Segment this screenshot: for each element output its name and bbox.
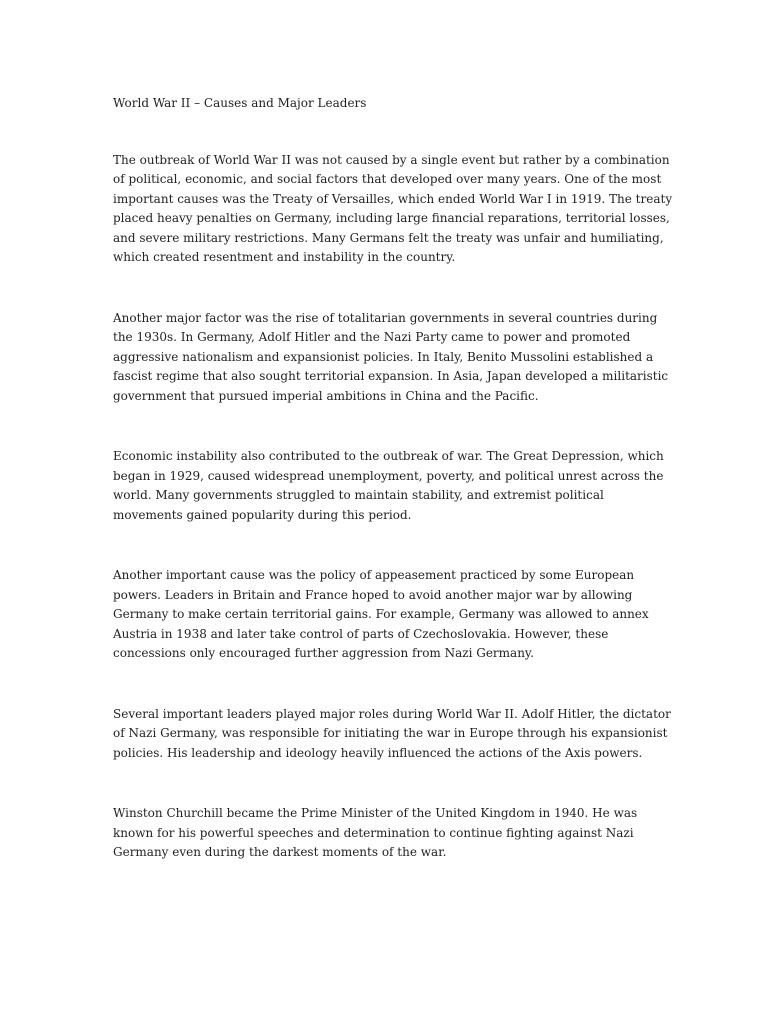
paragraph-line: concessions only encouraged further aggression from Nazi Germany. bbox=[113, 646, 534, 660]
paragraph-line: powers. Leaders in Britain and France hoped to avoid another major war by allowing bbox=[113, 587, 633, 602]
paragraph-line: of Nazi Germany, was responsible for initiating the war in Europe through his expansionist bbox=[113, 726, 668, 740]
paragraph-line: aggressive nationalism and expansionist policies. In Italy, Benito Mussolini established a bbox=[113, 349, 654, 364]
paragraph-line: Economic instability also contributed to the outbreak of war. The Great Depression, which bbox=[113, 449, 664, 463]
paragraph-line: of political, economic, and social factors that developed over many years. One of the most bbox=[113, 172, 662, 186]
paragraph bbox=[113, 804, 668, 863]
paragraph-line: fascist regime that also sought territorial expansion. In Asia, Japan developed a militaristic bbox=[113, 369, 669, 383]
paragraph-line: the 1930s. In Germany, Adolf Hitler and the Nazi Party came to power and promoted bbox=[113, 330, 631, 344]
paragraph-line: policies. His leadership and ideology heavily influenced the actions of the Axis powers. bbox=[113, 745, 643, 760]
paragraph-line: which created resentment and instability in the country. bbox=[113, 250, 456, 264]
paragraph bbox=[113, 566, 668, 664]
document-title: World War II – Causes and Major Leaders bbox=[113, 96, 367, 110]
paragraph bbox=[113, 309, 668, 407]
paragraph-line: Winston Churchill became the Prime Minister of the United Kingdom in 1940. He was bbox=[113, 806, 638, 820]
paragraph bbox=[113, 705, 671, 764]
paragraph-line: The outbreak of World War II was not caused by a single event but rather by a combination bbox=[113, 152, 670, 167]
paragraph bbox=[113, 447, 668, 525]
paragraph-line: government that pursued imperial ambitions in China and the Pacific. bbox=[113, 388, 539, 403]
paragraph-line: Austria in 1938 and later take control of parts of Czechoslovakia. However, these bbox=[113, 626, 609, 641]
paragraph-line: Another important cause was the policy of appeasement practiced by some European bbox=[113, 568, 635, 582]
document-body bbox=[113, 151, 673, 863]
paragraph-line: world. Many governments struggled to maintain stability, and extremist political bbox=[113, 488, 604, 502]
paragraph-line: placed heavy penalties on Germany, including large financial reparations, territorial losses, bbox=[113, 211, 670, 225]
paragraph-line: Several important leaders played major roles during World War II. Adolf Hitler, the dictator bbox=[113, 706, 671, 721]
paragraph-line: Another major factor was the rise of totalitarian governments in several countries during bbox=[113, 310, 658, 325]
paragraph-line: and severe military restrictions. Many Germans felt the treaty was unfair and humiliating, bbox=[113, 230, 664, 245]
paragraph-line: important causes was the Treaty of Versailles, which ended World War I in 1919. The treaty bbox=[113, 191, 673, 206]
paragraph-line: Germany even during the darkest moments of the war. bbox=[113, 845, 447, 859]
paragraph-line: began in 1929, caused widespread unemployment, poverty, and political unrest across the bbox=[113, 468, 664, 483]
paragraph bbox=[113, 151, 673, 268]
paragraph-line: Germany to make certain territorial gains. For example, Germany was allowed to annex bbox=[113, 607, 649, 621]
paragraph-line: movements gained popularity during this period. bbox=[113, 507, 412, 522]
paragraph-line: known for his powerful speeches and determination to continue fighting against Nazi bbox=[113, 825, 634, 840]
